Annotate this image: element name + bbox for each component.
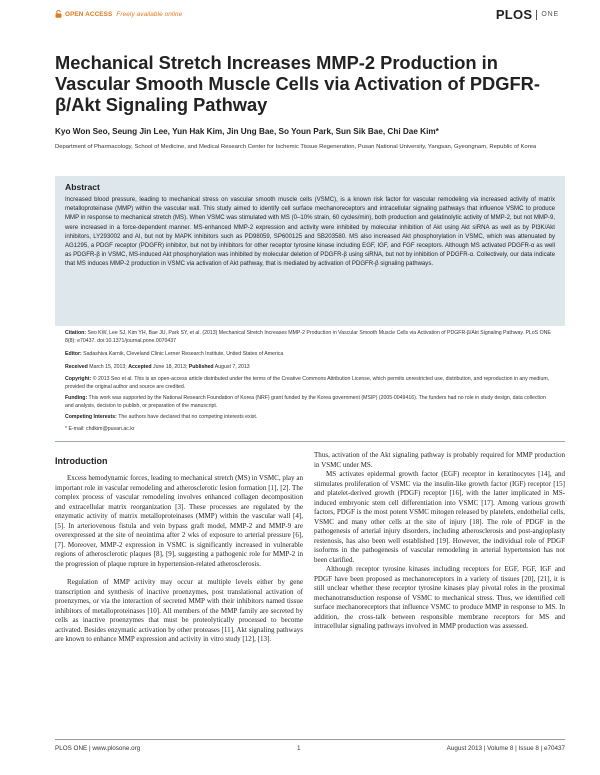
freely-available-text: Freely available online bbox=[116, 10, 183, 18]
open-access-text: OPEN ACCESS bbox=[65, 10, 113, 18]
paragraph: Regulation of MMP activity may occur at multiple levels either by gene transcription and synthesis of inactive proenzymes, post translational activation of proenzymes, or via the interaction of secreted MMP with their inhibitors named tissue inhibitors of metalloproteinases [10]. All members of the MMP family are secreted by cells as inactive proenzymes that must be proteolytically processed to become activated. Besides enzymatic activation by other proteases [11], Akt signaling pathways are known to enhance MMP expression and activity in vitro study [12], [13]. bbox=[55, 578, 303, 643]
received-date: March 15, 2013; bbox=[89, 364, 127, 370]
accepted-label: Accepted bbox=[128, 364, 152, 370]
accepted-date: June 18, 2013; bbox=[153, 364, 188, 370]
paragraph: MS activates epidermal growth factor (EGF) receptor in keratinocytes [14], and stimulates proliferation of VSMC via the insulin-like growth factor (IGF) receptor [15] and platelet-derived growth (PDGF) receptor [16], with the latter implicated in MS-induced embryonic stem cell differentiation into VSMC [17]. Among various growth factors, PDGF is the most potent VSMC mitogen released by platelets, endothelial cells, VSMC and many other cells at the site of injury [18]. The role of PDGF in the pathogenesis of arterial injury disorders, including atherosclerosis and post-angioplasty restenosis, has also been well established [19]. However, the individual role of PDGF isoforms in the pathogenesis of vascular remodeling in arterial hypertension has not been clarified. bbox=[314, 470, 565, 564]
paragraph: Although receptor tyrosine kinases including receptors for EGF, FGF, IGF and PDGF have been proposed as mechanoreceptors in a variety of tissues [20], [21], it is still unclear whether these receptor tyrosine kinases play pivotal roles in the proximal mechanotransduction response of VSMC to mechanical stress. Thus, we identified cell surface mechanoreceptors that influence VSMC to produce MMP in response to MS. In addition, the cross-talk between responsible membrane receptors for MS and intracellular signaling pathways involved in MMP production was assessed. bbox=[314, 565, 565, 630]
dates-block bbox=[65, 364, 555, 372]
published-label: Published bbox=[188, 364, 214, 370]
copyright-block bbox=[65, 376, 555, 391]
journal-logo bbox=[496, 7, 559, 22]
abstract-heading: Abstract bbox=[65, 182, 100, 192]
editor-text: Sadashiva Karnik, Cleveland Clinic Lerner Research Institute, United States of America bbox=[83, 351, 284, 357]
journal-one: ONE bbox=[541, 11, 559, 18]
competing-interests-block bbox=[65, 414, 555, 422]
competing-label: Competing Interests: bbox=[65, 414, 117, 420]
funding-label: Funding: bbox=[65, 395, 88, 401]
citation-label: Citation: bbox=[65, 330, 87, 336]
copyright-text: © 2013 Seo et al. This is an open-access article distributed under the terms of the Creative Commons Attribution License, which permits unrestricted use, distribution, and reproduction in any medium, provided the original author and source are credited. bbox=[65, 376, 550, 390]
logo-divider bbox=[536, 10, 537, 20]
journal-word: PLOS bbox=[495, 7, 533, 22]
competing-text: The authors have declared that no competing interests exist. bbox=[118, 414, 258, 420]
affiliation: Department of Pharmacology, School of Medicine, and Medical Research Center for Ischemic Tissue Regeneration, Pusan National University, Yangsan, Gyeongnam, Republic of Korea bbox=[55, 144, 537, 150]
section-divider bbox=[55, 441, 565, 442]
paragraph: Thus, activation of the Akt signaling pathway is probably required for MMP production in VSMC under MS. bbox=[314, 451, 565, 469]
page-number: 1 bbox=[297, 745, 301, 752]
paragraph: Excess hemodynamic forces, leading to mechanical stretch (MS) in VSMC, play an important role in vascular remodeling and atherosclerotic lesion formation [1], [2]. The complex process of vascular remodeling involves enhanced collagen decomposition and extracellular matrix reorganization [3]. These processes are regulated by the enzymatic activity of matrix metalloproteinases (MMP) within the vascular wall [4], [5]. In arteriovenous fistula and vein bypass graft model, MMP-2 and MMP-9 are overexpressed at the site of neointima after 2 wks of exposure to arterial pressure [6], [7]. Moreover, MMP-2 expression in VSMC is significantly increased in vulnerable regions of atherosclerotic plaques [8], [9], suggesting a pathogenic role for MMP-2 in the progression of plaque rupture in hypertension-related atherosclerosis. bbox=[55, 474, 303, 568]
citation-text: Seo KW, Lee SJ, Kim YH, Bae JU, Park SY, et al. (2013) Mechanical Stretch Increases MMP-2 Production in Vascular Smooth Muscle Cells via Activation of PDGFR-β/Akt Signaling Pathway. PLoS ONE 8(8): e70437. doi:10.1371/journal.pone.0070437 bbox=[65, 330, 551, 344]
copyright-label: Copyright: bbox=[65, 376, 92, 382]
received-label: Received bbox=[65, 364, 88, 370]
author-list: Kyo Won Seo, Seung Jin Lee, Yun Hak Kim, Jin Ung Bae, So Youn Park, Sun Sik Bae, Chi Dae Kim* bbox=[55, 127, 439, 136]
article-title: Mechanical Stretch Increases MMP-2 Production in Vascular Smooth Muscle Cells via Activation of PDGFR-β/Akt Signaling Pathway bbox=[55, 52, 540, 115]
citation-block bbox=[65, 330, 555, 345]
editor-label: Editor: bbox=[65, 351, 82, 357]
footer-divider bbox=[55, 739, 565, 740]
right-column bbox=[314, 451, 565, 632]
introduction-heading: Introduction bbox=[55, 456, 108, 466]
open-lock-icon bbox=[55, 10, 62, 18]
email-line: * E-mail: chdkim@pusan.ac.kr bbox=[65, 426, 135, 432]
footer-issue: August 2013 | Volume 8 | Issue 8 | e70437 bbox=[446, 745, 565, 752]
funding-text: This work was supported by the National Research Foundation of Korea (NRF) grant funded by the Korea government (MSIP) (2005-0049416). The funders had no role in study design, data collection and analysis, decision to publish, or preparation of the manuscript. bbox=[65, 395, 546, 409]
editor-block bbox=[65, 351, 555, 359]
funding-block bbox=[65, 395, 555, 410]
footer-journal: PLOS ONE | www.plosone.org bbox=[55, 745, 141, 752]
left-column bbox=[55, 474, 303, 645]
published-date: August 7, 2013 bbox=[214, 364, 250, 370]
open-access-label bbox=[55, 10, 182, 18]
abstract-text: Increased blood pressure, leading to mechanical stress on vascular smooth muscle cells (VSMC), is a known risk factor for vascular remodeling via increased activity of matrix metalloproteinase (MMP) within the vascular wall. This study aimed to identify cell surface mechanoreceptors and intracellular signaling pathways that influence VSMC to produce MMP in response to mechanical stretch (MS). When VSMC was stimulated with MS (0–10% strain, 60 cycles/min), both production and gelatinolytic activity of MMP-2, but not MMP-9, were increased in a force-dependent manner. MS-enhanced MMP-2 expression and activity were inhibited by molecular inhibition of Akt using Akt siRNA as well as by PI3K/Akt inhibitors, LY293002 and AI, but not by MAPK inhibitors such as PD98059, SP600125 and SB203580. MS also increased Akt phosphorylation in VSMC, which was attenuated by AG1295, a PDGF receptor (PDGFR) inhibitor, but not by inhibitors for other receptor tyrosine kinase including EGF, IGF, and FGF receptors. Although MS activated PDGFR-α as well as PDGFR-β in VSMC, MS-induced Akt phosphorylation was inhibited by molecular deletion of PDGFR-β using siRNA, but not by inhibition of PDGFR-α. Collectively, our data indicate that MS induces MMP-2 production in VSMC via activation of Akt pathway, that is mediated by activation of PDGFR-β signaling pathways. bbox=[65, 197, 555, 268]
